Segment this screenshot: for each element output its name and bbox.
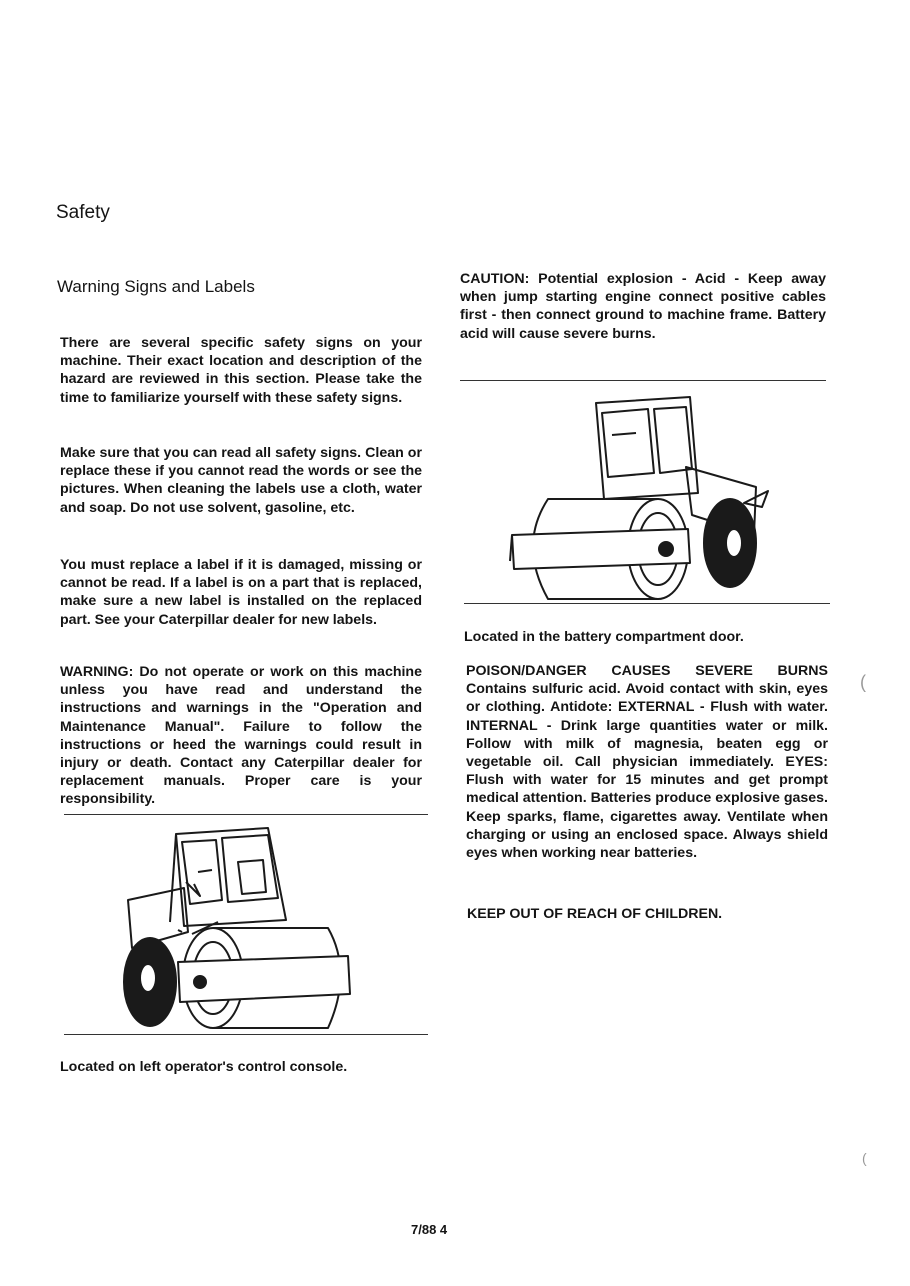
compactor-roller-left-view-icon [118, 822, 368, 1034]
warning-paragraph: WARNING: Do not operate or work on this machine unless you have read and understand the instructions and warnings in the "Operation and Maintenance Manual". Failure to follow the instructions or heed the warnings could result in injury or death. Contact any Caterpillar dealer for replacement manuals. Proper care is your responsibility. [60, 664, 422, 808]
scan-mark: ( [860, 672, 866, 692]
page-number: 7/88 4 [411, 1222, 448, 1237]
divider-rule [64, 814, 428, 815]
figure-rule [64, 1034, 428, 1035]
keep-out-notice: KEEP OUT OF REACH OF CHILDREN. [467, 906, 723, 922]
read-signs-paragraph: Make sure that you can read all safety signs. Clean or replace these if you cannot read the words or see the pictures. When cleaning the labels use a cloth, water and soap. Do not use solvent, gasoline, etc. [60, 445, 422, 516]
scan-mark: ( [862, 1150, 867, 1166]
section-subheading: Warning Signs and Labels [57, 277, 255, 296]
replace-label-paragraph: You must replace a label if it is damaged, missing or cannot be read. If a label is on a part that is replaced, make sure a new label is installed on the replaced part. See your Caterpillar dealer for new labels. [60, 557, 422, 628]
poison-danger-paragraph: POISON/DANGER CAUSES SEVERE BURNS Contains sulfuric acid. Avoid contact with skin, eyes or clothing. Antidote: EXTERNAL - Flush with water. INTERNAL - Drink large quantities water or milk. Follow with milk of magnesia, beaten egg or vegetable oil. Call physician immediately. EYES: Flush with water for 15 minutes and get prompt medical attention. Batteries produce explosive gases. Keep sparks, flame, cigarettes away. Ventilate when charging or using an enclosed space. Always shield eyes when working near batteries. [466, 663, 828, 862]
left-figure-caption: Located on left operator's control console. [60, 1059, 348, 1075]
caution-rule [460, 380, 826, 381]
page-title: Safety [56, 202, 110, 223]
intro-paragraph: There are several specific safety signs on your machine. Their exact location and description of the hazard are reviewed in this section. Please take the time to familiarize yourself with these safety signs. [60, 335, 422, 406]
caution-paragraph: CAUTION: Potential explosion - Acid - Keep away when jump starting engine connect positive cables first - then connect ground to machine frame. Battery acid will cause severe burns. [460, 271, 826, 342]
right-figure-caption: Located in the battery compartment door. [464, 629, 744, 645]
figure-rule-right [464, 603, 830, 604]
compactor-roller-right-view-icon [508, 395, 788, 600]
